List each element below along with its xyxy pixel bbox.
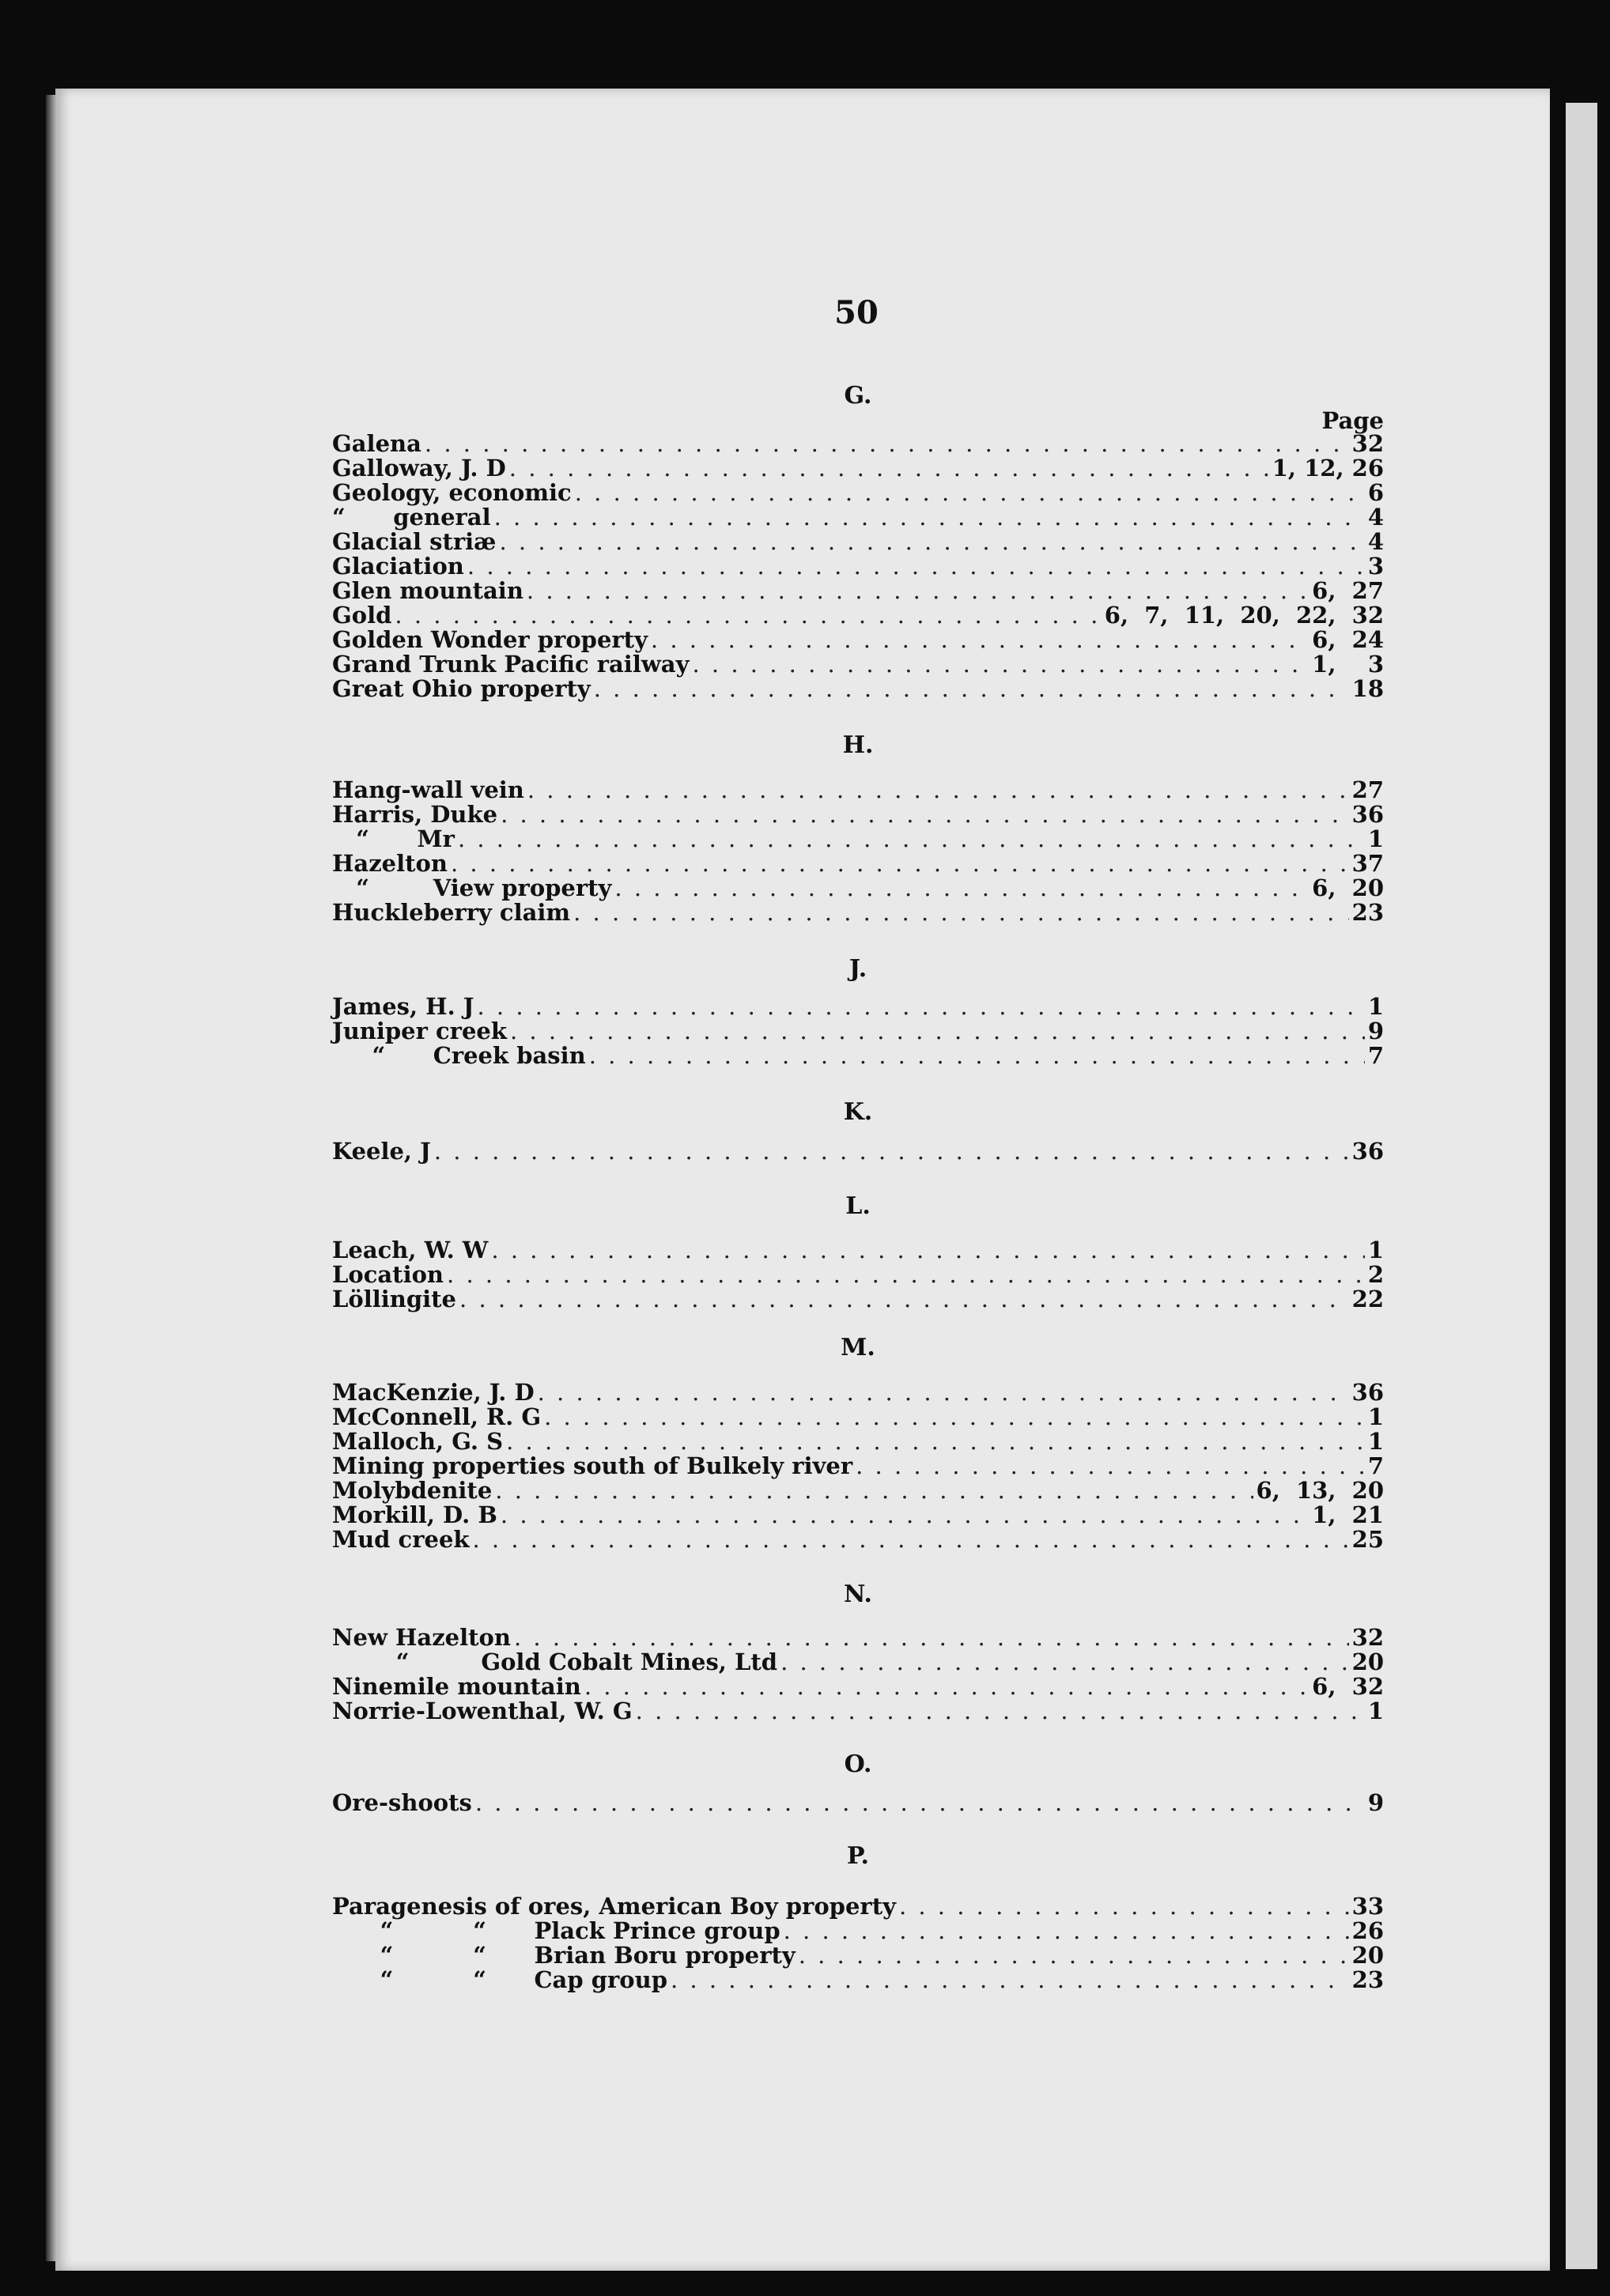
index-entry <box>332 627 1384 652</box>
entry-label: Galloway, J. D <box>332 455 506 481</box>
index-entry <box>332 529 1384 554</box>
index-entry <box>332 1649 1384 1675</box>
entry-label: “ Creek basin <box>332 1042 586 1069</box>
dot-leader <box>799 1943 1349 1968</box>
dot-leader <box>495 1478 1253 1503</box>
section-letter: N. <box>844 1580 872 1608</box>
entry-label: “ “ Plack Prince group <box>332 1917 780 1944</box>
entry-label: MacKenzie, J. D <box>332 1379 535 1406</box>
dot-leader <box>395 602 1101 628</box>
entry-pages: 6, 7, 11, 20, 22, 32 <box>1104 602 1384 629</box>
entry-pages: 2 <box>1367 1261 1384 1288</box>
dot-leader <box>544 1404 1365 1429</box>
entry-pages: 1 <box>1367 1428 1384 1455</box>
dot-leader <box>538 1380 1349 1405</box>
dot-leader <box>899 1894 1349 1919</box>
section-letter: O. <box>844 1750 872 1778</box>
dot-leader <box>509 455 1269 481</box>
entry-pages: 36 <box>1351 1138 1384 1165</box>
index-entry <box>332 1139 1384 1164</box>
dot-leader <box>501 1502 1309 1528</box>
entry-pages: 7 <box>1367 1452 1384 1479</box>
dot-leader <box>692 651 1309 677</box>
section-letter: K. <box>843 1098 873 1126</box>
index-entry <box>332 900 1384 925</box>
entry-pages: 36 <box>1351 801 1384 828</box>
entry-pages: 22 <box>1351 1286 1384 1312</box>
index-entry <box>332 1018 1384 1044</box>
entry-pages: 6, 24 <box>1312 626 1384 653</box>
dot-leader <box>458 826 1365 852</box>
entry-label: Huckleberry claim <box>332 899 571 926</box>
entry-label: New Hazelton <box>332 1624 511 1651</box>
next-page-edge <box>1566 103 1597 2269</box>
entry-label: Hazelton <box>332 850 448 877</box>
entry-label: Mining properties south of Bulkely river <box>332 1452 853 1479</box>
dot-leader <box>671 1967 1349 1992</box>
entry-label: Juniper creek <box>332 1018 507 1044</box>
dot-leader <box>451 851 1349 876</box>
entry-label: Morkill, D. B <box>332 1501 497 1528</box>
index-entry <box>332 777 1384 802</box>
entry-label: Golden Wonder property <box>332 626 648 653</box>
entry-pages: 20 <box>1351 1648 1384 1675</box>
index-entry <box>332 504 1384 530</box>
entry-label: Mud creek <box>332 1526 470 1553</box>
dot-leader <box>459 1286 1349 1312</box>
index-entry <box>332 1894 1384 1919</box>
index-entry <box>332 851 1384 876</box>
entry-label: Great Ohio property <box>332 675 591 702</box>
dot-leader <box>494 504 1365 530</box>
entry-pages: 32 <box>1351 430 1384 457</box>
entry-pages: 32 <box>1351 1624 1384 1651</box>
index-entry <box>332 553 1384 579</box>
index-entry <box>332 1625 1384 1650</box>
entry-pages: 25 <box>1351 1526 1384 1553</box>
entry-pages: 4 <box>1367 528 1384 555</box>
section-letter: G. <box>844 382 872 410</box>
index-entry <box>332 578 1384 603</box>
entry-label: “ “ Cap group <box>332 1966 667 1993</box>
index-entry <box>332 1380 1384 1405</box>
index-entry <box>332 1262 1384 1287</box>
dot-leader <box>651 627 1309 652</box>
entry-label: Glacial striæ <box>332 528 497 555</box>
entry-pages: 23 <box>1351 899 1384 926</box>
dot-leader <box>589 1043 1365 1068</box>
index-entry <box>332 1404 1384 1429</box>
dot-leader <box>510 1018 1365 1044</box>
dot-leader <box>614 875 1309 901</box>
entry-label: Paragenesis of ores, American Boy property <box>332 1893 896 1920</box>
entry-pages: 33 <box>1351 1893 1384 1920</box>
entry-label: “ Mr <box>332 825 455 852</box>
entry-pages: 1, 21 <box>1312 1501 1384 1528</box>
entry-label: Location <box>332 1261 444 1288</box>
index-entry <box>332 480 1384 505</box>
entry-label: James, H. J <box>332 993 474 1020</box>
dot-leader <box>573 900 1349 925</box>
entry-pages: 36 <box>1351 1379 1384 1406</box>
index-entry <box>332 602 1384 628</box>
entry-label: McConnell, R. G <box>332 1403 542 1430</box>
index-entry <box>332 1943 1384 1968</box>
entry-pages: 1 <box>1367 1237 1384 1263</box>
entry-label: “ Gold Cobalt Mines, Ltd <box>332 1648 778 1675</box>
section-letter: J. <box>848 955 867 983</box>
entry-pages: 7 <box>1367 1042 1384 1069</box>
entry-label: Harris, Duke <box>332 801 498 828</box>
entry-pages: 1, 3 <box>1312 651 1384 678</box>
entry-label: Molybdenite <box>332 1477 493 1504</box>
index-entry <box>332 1429 1384 1454</box>
dot-leader <box>475 1790 1365 1815</box>
index-entry <box>332 994 1384 1019</box>
index-entry <box>332 1918 1384 1943</box>
entry-label: Malloch, G. S <box>332 1428 504 1455</box>
dot-leader <box>473 1527 1349 1552</box>
dot-leader <box>784 1918 1349 1943</box>
index-entry <box>332 1527 1384 1552</box>
dot-leader <box>434 1139 1349 1164</box>
entry-pages: 18 <box>1351 675 1384 702</box>
entry-label: “ “ Brian Boru property <box>332 1942 796 1969</box>
entry-pages: 20 <box>1351 1942 1384 1969</box>
dot-leader <box>477 994 1364 1019</box>
entry-label: Glen mountain <box>332 577 523 604</box>
index-entry <box>332 1502 1384 1528</box>
dot-leader <box>584 1674 1309 1699</box>
dot-leader <box>447 1262 1365 1287</box>
entry-label: Gold <box>332 602 392 629</box>
dot-leader <box>506 1429 1365 1454</box>
dot-leader <box>594 676 1349 701</box>
dot-leader <box>467 553 1365 579</box>
dot-leader <box>499 529 1364 554</box>
entry-pages: 1 <box>1367 825 1384 852</box>
entry-label: Norrie-Lowenthal, W. G <box>332 1697 633 1724</box>
index-entry <box>332 431 1384 456</box>
index-entry <box>332 1478 1384 1503</box>
entry-label: Leach, W. W <box>332 1237 489 1263</box>
section-letter: L. <box>845 1192 871 1220</box>
dot-leader <box>501 802 1349 827</box>
index-entry <box>332 1286 1384 1312</box>
entry-pages: 3 <box>1367 553 1384 580</box>
dot-leader <box>527 578 1309 603</box>
entry-label: Ore-shoots <box>332 1789 472 1816</box>
entry-pages: 6, 13, 20 <box>1256 1477 1384 1504</box>
index-entry <box>332 455 1384 481</box>
dot-leader <box>780 1649 1349 1675</box>
entry-pages: 6 <box>1367 479 1384 506</box>
entry-label: Ninemile mountain <box>332 1673 581 1700</box>
entry-label: Löllingite <box>332 1286 457 1312</box>
index-entry <box>332 676 1384 701</box>
index-entry <box>332 802 1384 827</box>
index-entry <box>332 1453 1384 1478</box>
index-entry <box>332 1043 1384 1068</box>
index-entry <box>332 1237 1384 1263</box>
entry-label: Galena <box>332 430 421 457</box>
entry-pages: 37 <box>1351 850 1384 877</box>
entry-pages: 6, 32 <box>1312 1673 1384 1700</box>
entry-pages: 23 <box>1351 1966 1384 1993</box>
entry-pages: 26 <box>1351 1917 1384 1944</box>
dot-leader <box>491 1237 1364 1263</box>
entry-label: Geology, economic <box>332 479 572 506</box>
entry-label: Grand Trunk Pacific railway <box>332 651 690 678</box>
entry-label: Glaciation <box>332 553 464 580</box>
index-entry <box>332 1698 1384 1724</box>
dot-leader <box>514 1625 1349 1650</box>
dot-leader <box>856 1453 1365 1478</box>
entry-label: Hang-wall vein <box>332 776 524 803</box>
dot-leader <box>425 431 1349 456</box>
entry-pages: 1, 12, 26 <box>1272 455 1384 481</box>
index-entry <box>332 1967 1384 1992</box>
entry-pages: 9 <box>1367 1789 1384 1816</box>
entry-pages: 4 <box>1367 504 1384 531</box>
index-entry <box>332 826 1384 852</box>
entry-pages: 1 <box>1367 1697 1384 1724</box>
entry-pages: 6, 20 <box>1312 874 1384 901</box>
page-column-header: Page <box>1321 407 1384 434</box>
entry-pages: 6, 27 <box>1312 577 1384 604</box>
entry-label: “ general <box>332 504 491 531</box>
dot-leader <box>636 1698 1365 1724</box>
entry-pages: 1 <box>1367 993 1384 1020</box>
dot-leader <box>527 777 1349 802</box>
dot-leader <box>575 480 1365 505</box>
index-entry <box>332 651 1384 677</box>
section-letter: H. <box>842 731 874 759</box>
entry-pages: 1 <box>1367 1403 1384 1430</box>
index-entry <box>332 875 1384 901</box>
index-entry <box>332 1790 1384 1815</box>
section-letter: M. <box>841 1334 875 1361</box>
page-number: 50 <box>834 294 879 331</box>
index-entry <box>332 1674 1384 1699</box>
section-letter: P. <box>846 1842 870 1870</box>
entry-label: Keele, J <box>332 1138 431 1165</box>
entry-label: “ View property <box>332 874 612 901</box>
entry-pages: 9 <box>1367 1018 1384 1044</box>
entry-pages: 27 <box>1351 776 1384 803</box>
